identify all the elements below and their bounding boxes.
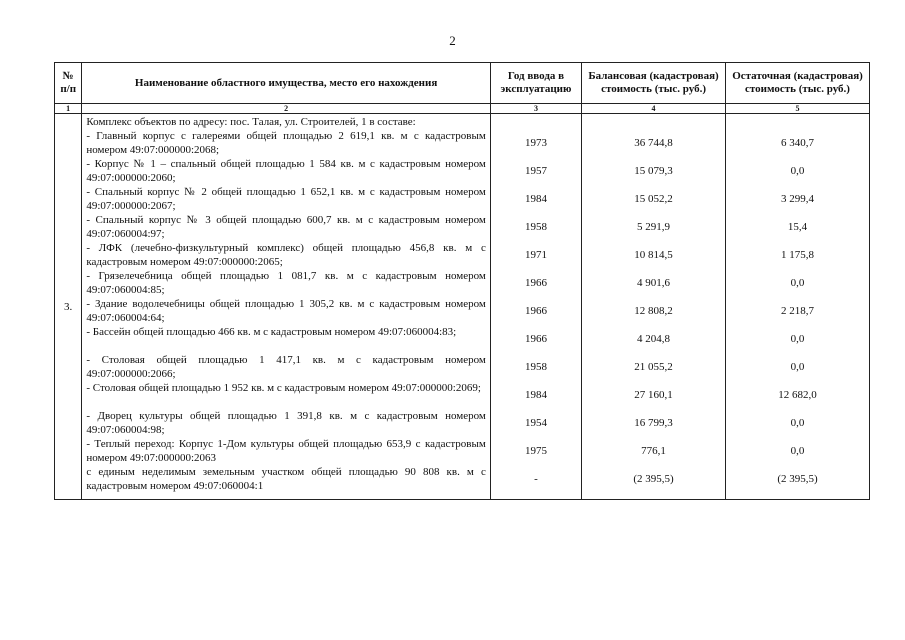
item-balance: 776,1 bbox=[641, 445, 666, 457]
item-year: 1957 bbox=[524, 165, 547, 177]
column-number: 4 bbox=[582, 104, 726, 114]
item-name: - Спальный корпус № 2 общей площадью 1 652,1 кв. м с кадастровым номером 49:07:000000:2067; bbox=[86, 186, 486, 212]
item-year: 1975 bbox=[524, 445, 547, 457]
item-balance: 4 204,8 bbox=[637, 333, 671, 345]
header-name: Наименование областного имущества, место его нахождения bbox=[82, 63, 491, 104]
column-number: 1 bbox=[55, 104, 82, 114]
header-year: Год ввода в эксплуатацию bbox=[490, 63, 581, 104]
item-residual: 6 340,7 bbox=[781, 137, 814, 149]
item-name: - Столовая общей площадью 1 952 кв. м с кадастровым номером 49:07:000000:2069; bbox=[86, 382, 481, 394]
item-residual: 15,4 bbox=[787, 221, 808, 233]
item-name: - Бассейн общей площадью 466 кв. м с кадастровым номером 49:07:060004:83; bbox=[86, 326, 457, 338]
row-index: 3. bbox=[55, 114, 82, 500]
item-year: 1958 bbox=[524, 361, 547, 373]
header-residual: Остаточная (кадастровая) стоимость (тыс. руб.) bbox=[726, 63, 870, 104]
property-table bbox=[54, 62, 870, 500]
item-year: - bbox=[534, 473, 538, 485]
item-balance: 4 901,6 bbox=[637, 277, 671, 289]
header-row bbox=[55, 63, 870, 104]
item-residual: 12 682,0 bbox=[778, 389, 817, 401]
item-residual: 0,0 bbox=[790, 361, 805, 373]
item-year: 1958 bbox=[524, 221, 547, 233]
item-year: 1984 bbox=[524, 389, 547, 401]
item-balance: 15 052,2 bbox=[634, 193, 673, 205]
table-row bbox=[55, 114, 870, 500]
column-number: 2 bbox=[82, 104, 491, 114]
property-names-cell bbox=[82, 114, 491, 500]
item-balance: 15 079,3 bbox=[634, 165, 673, 177]
item-residual: 0,0 bbox=[790, 417, 805, 429]
item-balance: 21 055,2 bbox=[634, 361, 673, 373]
year-cell bbox=[490, 114, 581, 500]
item-residual: (2 395,5) bbox=[777, 473, 818, 485]
item-residual: 3 299,4 bbox=[781, 193, 814, 205]
item-balance: (2 395,5) bbox=[633, 473, 674, 485]
item-name: - Здание водолечебницы общей площадью 1 305,2 кв. м с кадастровым номером 49:07:060004:64; bbox=[86, 298, 486, 324]
item-year: 1984 bbox=[524, 193, 547, 205]
item-year: 1971 bbox=[524, 249, 547, 261]
item-balance: 36 744,8 bbox=[634, 137, 673, 149]
column-numbers-row bbox=[55, 104, 870, 114]
item-residual: 0,0 bbox=[790, 165, 805, 177]
item-year: 1973 bbox=[524, 137, 547, 149]
item-residual: 0,0 bbox=[790, 445, 805, 457]
item-year: 1966 bbox=[524, 305, 547, 317]
item-balance: 12 808,2 bbox=[634, 305, 673, 317]
item-residual: 0,0 bbox=[790, 333, 805, 345]
item-name: - Столовая общей площадью 1 417,1 кв. м с кадастровым номером 49:07:000000:2066; bbox=[86, 354, 486, 380]
item-name: - Корпус № 1 – спальный общей площадью 1 584 кв. м с кадастровым номером 49:07:000000:2060; bbox=[86, 158, 486, 184]
item-name: - Теплый переход: Корпус 1-Дом культуры общей площадью 653,9 с кадастровым номером 49:07:000000:2063 bbox=[86, 438, 486, 464]
item-name: - ЛФК (лечебно-физкультурный комплекс) общей площадью 456,8 кв. м с кадастровым номером 49:07:000000:2065; bbox=[86, 242, 486, 268]
header-num: № п/п bbox=[55, 63, 82, 104]
header-balance: Балансовая (кадастровая) стоимость (тыс. руб.) bbox=[582, 63, 726, 104]
item-name: - Спальный корпус № 3 общей площадью 600,7 кв. м с кадастровым номером 49:07:060004:97; bbox=[86, 214, 486, 240]
page-number: 2 bbox=[449, 33, 456, 48]
residual-cell bbox=[726, 114, 870, 500]
item-balance: 5 291,9 bbox=[637, 221, 671, 233]
balance-cell bbox=[582, 114, 726, 500]
item-residual: 1 175,8 bbox=[781, 249, 814, 261]
item-year: 1966 bbox=[524, 277, 547, 289]
item-balance: 10 814,5 bbox=[634, 249, 673, 261]
item-year: 1954 bbox=[524, 417, 547, 429]
item-balance: 27 160,1 bbox=[634, 389, 673, 401]
item-name: - Грязелечебница общей площадью 1 081,7 кв. м с кадастровым номером 49:07:060004:85; bbox=[86, 270, 486, 296]
item-name: - Главный корпус с галереями общей площадью 2 619,1 кв. м с кадастровым номером 49:07:000000:2068; bbox=[86, 130, 486, 156]
item-year: 1966 bbox=[524, 333, 547, 345]
complex-intro: Комплекс объектов по адресу: пос. Талая, ул. Строителей, 1 в составе: bbox=[86, 116, 416, 128]
item-name: с единым неделимым земельным участком общей площадью 90 808 кв. м с кадастровым номером 49:07:060004:1 bbox=[86, 466, 486, 492]
item-residual: 0,0 bbox=[790, 277, 805, 289]
item-name: - Дворец культуры общей площадью 1 391,8 кв. м с кадастровым номером 49:07:060004:98; bbox=[86, 410, 486, 436]
column-number: 3 bbox=[490, 104, 581, 114]
column-number: 5 bbox=[726, 104, 870, 114]
item-residual: 2 218,7 bbox=[781, 305, 814, 317]
item-balance: 16 799,3 bbox=[634, 417, 673, 429]
